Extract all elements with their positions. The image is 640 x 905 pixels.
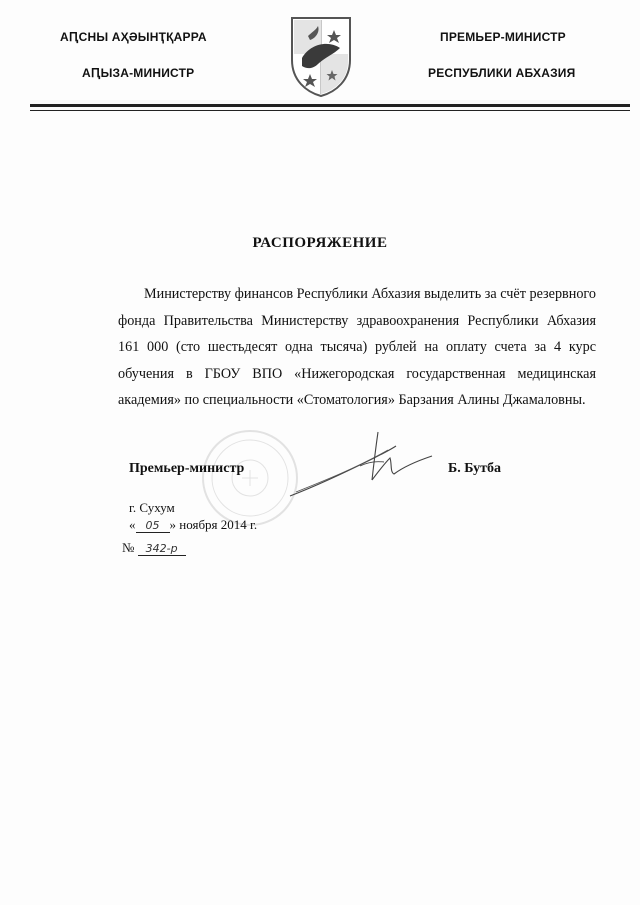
number-prefix: № — [122, 540, 135, 555]
header-right-line2: РЕСПУБЛИКИ АБХАЗИЯ — [428, 66, 576, 80]
number-value: 342-р — [145, 542, 178, 555]
date-month-year: » ноября 2014 г. — [169, 517, 258, 532]
document-number — [122, 540, 186, 556]
document-date — [129, 517, 257, 533]
document-body: Министерству финансов Республики Абхазия выделить за счёт резервного фонда Правительства Министерству здравоохранения Республики Абхазия 161 000 (сто шестьдесят одна тысяча) рублей на оплату счета за 4 курс обучения в ГБОУ ВПО «Нижегородская государственная медицинская академия» по специальности «Стоматология» Барзания Алины Джамаловны. — [118, 286, 596, 408]
coat-of-arms-icon — [288, 14, 354, 98]
header-divider-thin — [30, 110, 630, 111]
date-day-value: 05 — [145, 519, 160, 532]
header-left-line2: АԤЫЗА-МИНИСТР — [82, 66, 195, 80]
date-open-quote: « — [129, 517, 136, 532]
signatory-name: Б. Бутба — [448, 461, 502, 476]
header-divider-thick — [30, 104, 630, 107]
number-field — [138, 541, 186, 556]
handwritten-signature-icon — [286, 428, 436, 508]
header-right-line1: ПРЕМЬЕР-МИНИСТР — [440, 30, 566, 44]
document-title: РАСПОРЯЖЕНИЕ — [252, 235, 388, 251]
date-day-field — [136, 518, 170, 533]
signatory-position: Премьер-министр — [129, 461, 245, 476]
document-city: г. Сухум — [129, 500, 175, 515]
seal-stamp-icon — [200, 428, 300, 528]
header-left-line1: АԤСНЫ АҲӘЫНҬҚАРРА — [60, 30, 207, 44]
